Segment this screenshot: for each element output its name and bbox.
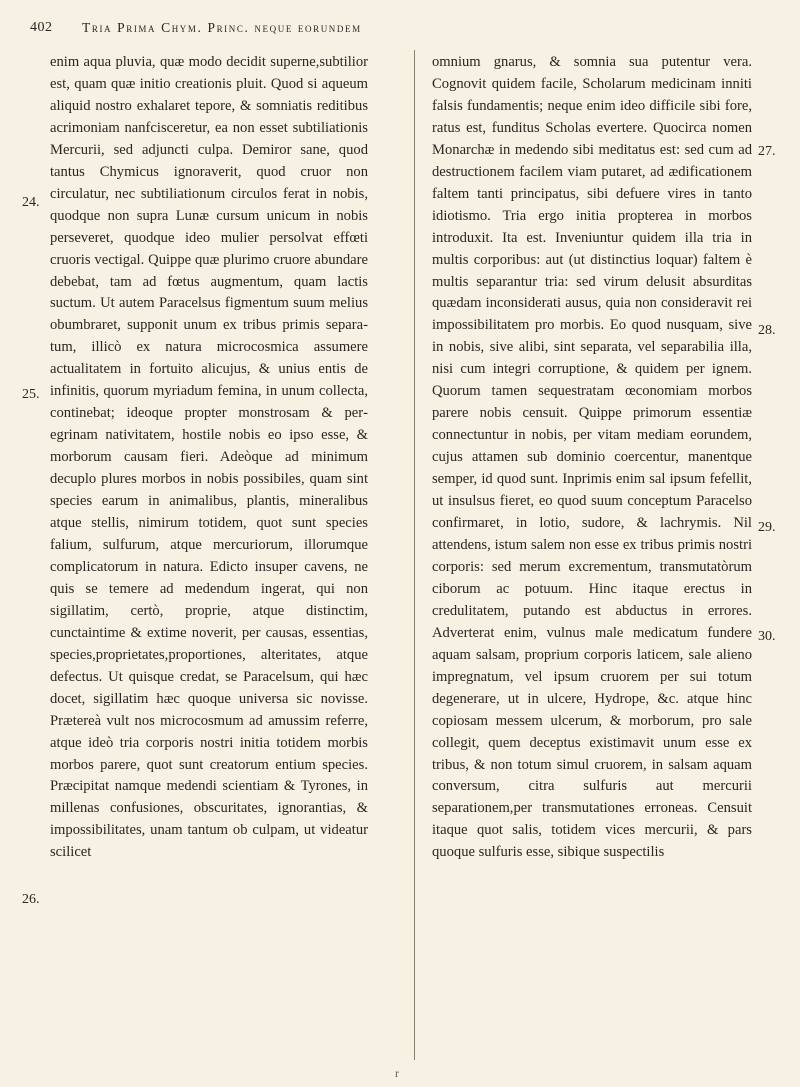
column-divider (414, 50, 415, 1060)
right-column-text: omnium gnarus, & somnia sua putentur vera. Cognovit quidem facile, Scholarum medicinam inniti falsis fundamentis; neque enim ideo difficile sibi fore, ratus est, funditus Scholas evertere. Quocirca nomen Monarchæ in medendo sibi meditatus est: sed cum ad destructionem facilem viam putaret, ad ædificationem faltem tanti principatus, sibi defuere vires in tanto idiotismo. Tria ergo initia propterea in morbos introduxit. Ita est. Inveniuntur quidem illa tria in multis corporibus: aut (ut distinctius loquar) faltem è multis separantur tria: sed virum delusit absurditas quædam inconsiderati ausus, quia non consideravit rei impossibilitatem pro morbis. Eo quod nusquam, sive in nobis, sive alibi, sint separata, vel separabilia illa, nisi cum integri corruptione, & quidem per ignem. Quorum tamen sequestratam œconomiam morbos parere nobis censuit. Quippe primorum essentiæ connectuntur in nobis, per vitam mediam eorundem, cujus attamen sub dominio coercentur, manentque semper, id quod sunt. Inprimis enim sal ipsum fefellit, ut insulsus fieret, eo quod suum conceptum Paracelso confirmaret, in lotio, sudore, & lachrymis. Nil attendens, istum salem non esse ex tribus primis nostri corporis: sed merum excrementum, transmutatòrum ciborum ac potuum. Hinc itaque erectus in credulitatem, putando est abductus in errores. Adverterat enim, vulnus male medicatum fundere aquam salsam, proprium corporis laticem, sale alieno impregnatum, vel ipsum cruorem per sui totum degenerare, ut in ulcere, Hydrope, &c. atque hinc copiosam messem ulcerum, & morborum, pro sale collegit, quem deceptus existimavit unum esse ex tribus, & non totum simul cruorem, in salsam aquam conversum, citra sulfuris aut mercurii separationem,per transmutationes erroneas. Censuit itaque quot salis, totidem vices mercurii, & pars quoque sulfuris esse, sibique suspectilis (432, 54, 752, 861)
margin-number: 27. (758, 144, 776, 159)
running-title: Tria Prima Chym. Princ. neque eorundem (82, 20, 362, 35)
margin-number: 28. (758, 323, 776, 338)
page-header (30, 20, 770, 44)
margin-number: 25. (22, 387, 40, 402)
signature-mark: r (395, 1066, 399, 1080)
margin-number: 29. (758, 520, 776, 535)
left-column-text: enim aqua pluvia, quæ modo decidit superne,subtilior est, quam quæ initio creationis pluit. Quod si aqueum aliquid nostro exhalaret tepore, & somniatis reditibus acrimoniam nanfcisceretur, ea non esset subtiliationis Mercurii, sed adjuncti culpa. Demiror sane, quod tantus Chymicus ignoraverit, quod cruor non circulatur, nec subtiliationum circulos ferat in nobis, quodque non supra Lunæ cursum unicum in nobis perseveret, quodque ideo mulier persolvat effœti cruoris vectigal. Quippe quæ plurimo cruore abundare debebat, tam ad fœtus augmentum, quam lactis suctum. Ut autem Paracelsus figmentum suum melius obumbraret, supponit unum ex tribus primis separatum, illicò ex natura microcosmica assumere actualitatem in fortuito alicujus, & unius entis de infinitis, quorum myriadum femina, in unum collecta, continebat; ideoque propter monstrosam & peregrinam nativitatem, hostile nobis eo ipso esse, & morborum causam fieri. Adeòque ad minimum decuplo plures morbos in nobis possibiles, quam sint species earum in animalibus, plantis, mineralibus atque stellis, nimirum totidem, quot sunt species falium, sulfurum, atque mercuriorum, illorumque complicatorum in natura. Edicto insuper cavens, ne quis se temere ad medendum ingerat, qui non sigillatim, certò, proprie, atque distinctim, cunctaintime & extime noverit, per causas, essentias, species,proprietates,proportiones, alteritates, atque defectus. Ut quisque credat, se Paracelsum, qui hæc docet, sigillatim hæc quoque universa sic novisse. Prætereà vult nos microcosmum ad amussim referre, atque ideò tria corporis nostri initia totidem morbis morbos parere, quot sunt creatorum entium species. Præcipitat namque medendi scientiam & Tyrones, in millenas confusiones, obscuritates, ignorantias, & impossibilitates, unam tantum ob culpam, ut videatur scilicet (50, 54, 368, 861)
right-column (432, 52, 752, 864)
page-number: 402 (30, 20, 53, 35)
margin-number: 30. (758, 629, 776, 644)
left-column (50, 52, 368, 864)
margin-number: 24. (22, 195, 40, 210)
margin-number: 26. (22, 892, 40, 907)
